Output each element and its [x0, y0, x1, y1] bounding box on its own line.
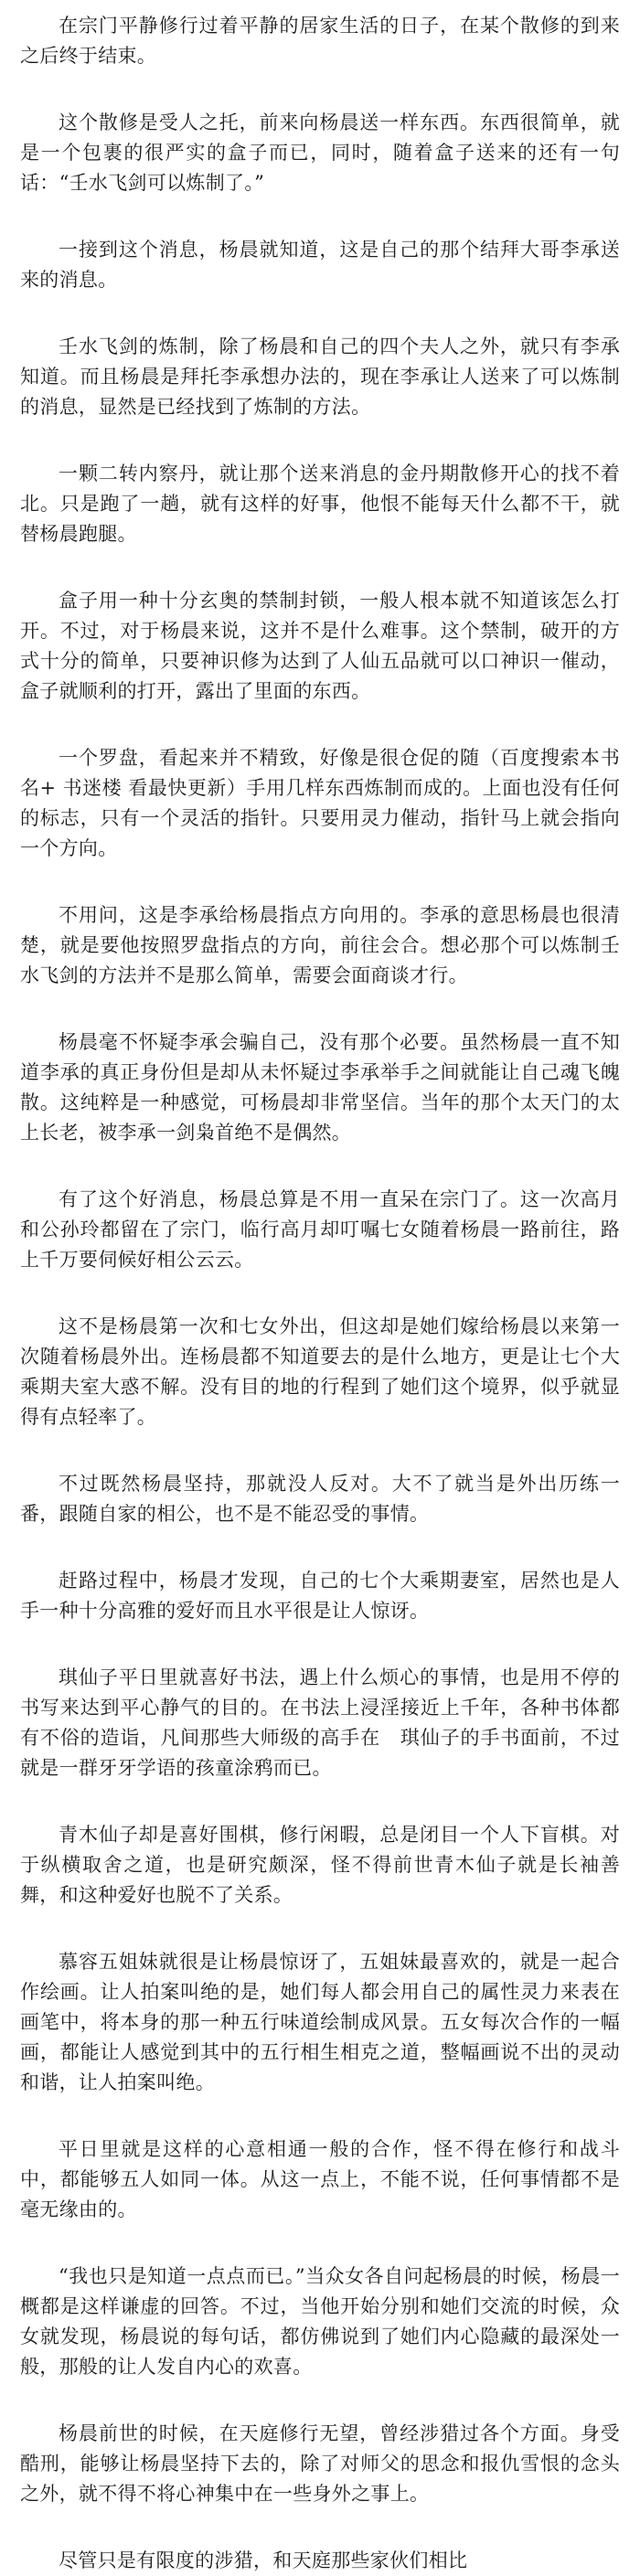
- paragraph: 杨晨毫不怀疑李承会骗自己，没有那个必要。虽然杨晨一直不知道李承的真正身份但是却从未怀疑过李承举手之间就能让自己魂飞魄散。这纯粹是一种感觉，可杨晨却非常坚信。当年的那个太天门的太上长老，被李承一剑枭首绝不是偶然。: [20, 1031, 620, 1144]
- paragraph: 赶路过程中，杨晨才发现，自己的七个大乘期妻室，居然也是人手一种十分高雅的爱好而且水平很是让人惊讶。: [20, 1570, 620, 1622]
- paragraph: 这个散修是受人之托，前来向杨晨送一样东西。东西很简单，就是一个包裹的很严实的盒子而已，同时，随着盒子送来的还有一句话：“壬水飞剑可以炼制了。”: [20, 112, 620, 194]
- paragraph: 平日里就是这样的心意相通一般的合作，怪不得在修行和战斗中，都能够五人如同一体。从这一点上，不能不说，任何事情都不是毫无缘由的。: [20, 2138, 620, 2220]
- paragraph: 壬水飞剑的炼制，除了杨晨和自己的四个夫人之外，就只有李承知道。而且杨晨是拜托李承想办法的，现在李承让人送来了可以炼制的消息，显然是已经找到了炼制的方法。: [20, 335, 620, 418]
- paragraph: “我也只是知道一点点而已。”当众女各自问起杨晨的时候，杨晨一概都是这样谦虚的回答。不过，当他开始分别和她们交流的时候，众女就发现，杨晨说的每句话，都仿佛说到了她们内心隐藏的最深处一般，那般的让人发自内心的欢喜。: [20, 2265, 620, 2378]
- paragraph: 一个罗盘，看起来并不精致，好像是很仓促的随（百度搜索本书名+ 书迷楼 看最快更新）手用几样东西炼制而成的。上面也没有任何的标志，只有一个灵活的指针。只要用灵力催动，指针马上就会指向一个方向。: [20, 747, 620, 859]
- article-body: [20, 11, 620, 2576]
- paragraph: 一颗二转内察丹，就让那个送来消息的金丹期散修开心的找不着北。只是跑了一趟，就有这样的好事，他恨不能每天什么都不干，就替杨晨跑腿。: [20, 463, 620, 545]
- paragraph: 不用问，这是李承给杨晨指点方向用的。李承的意思杨晨也很清楚，就是要他按照罗盘指点的方向，前往会合。想必那个可以炼制壬水飞剑的方法并不是那么简单，需要会面商谈才行。: [20, 904, 620, 986]
- paragraph: 盒子用一种十分玄奥的禁制封锁，一般人根本就不知道该怎么打开。不过，对于杨晨来说，这并不是什么难事。这个禁制，破开的方式十分的简单，只要神识修为达到了人仙五品就可以口神识一催动，盒子就顺利的打开，露出了里面的东西。: [20, 590, 620, 702]
- paragraph: 慕容五姐妹就很是让杨晨惊讶了，五姐妹最喜欢的，就是一起合作绘画。让人拍案叫绝的是，她们每人都会用自己的属性灵力来表在画笔中，将本身的那一种五行味道绘制成风景。五女每次合作的一幅画，都能让人感觉到其中的五行相生相克之道，整幅画说不出的灵动和谐，让人拍案叫绝。: [20, 1951, 620, 2093]
- paragraph: 这不是杨晨第一次和七女外出，但这却是她们嫁给杨晨以来第一次随着杨晨外出。连杨晨都不知道要去的是什么地方，更是让七个大乘期夫室大惑不解。没有目的地的行程到了她们这个境界，似乎就显得有点轻率了。: [20, 1315, 620, 1428]
- paragraph: 尽管只是有限度的涉猎，和天庭那些家伙们相比: [59, 2549, 468, 2571]
- paragraph: 青木仙子却是喜好围棋，修行闲暇，总是闭目一个人下盲棋。对于纵横取舍之道，也是研究颇深，怪不得前世青木仙子就是长袖善舞，和这种爱好也脱不了关系。: [20, 1824, 620, 1906]
- paragraph: 杨晨前世的时候，在天庭修行无望，曾经涉猎过各个方面。身受酷刑，能够让杨晨坚持下去的，除了对师父的思念和报仇雪恨的念头之外，就不得不将心神集中在一些身外之事上。: [20, 2422, 620, 2505]
- paragraph: 一接到这个消息，杨晨就知道，这是自己的那个结拜大哥李承送来的消息。: [20, 239, 620, 291]
- paragraph: 有了这个好消息，杨晨总算是不用一直呆在宗门了。这一次高月和公孙玲都留在了宗门，临行高月却叮嘱七女随着杨晨一路前往，路上千万要伺候好相公云云。: [20, 1188, 620, 1271]
- paragraph: 不过既然杨晨坚持，那就没人反对。大不了就当是外出历练一番，跟随自家的相公，也不是不能忍受的事情。: [20, 1473, 620, 1525]
- paragraph: 琪仙子平日里就喜好书法，遇上什么烦心的事情，也是用不停的书写来达到平心静气的目的。在书法上浸淫接近上千年，各种书体都有不俗的造诣，凡间那些大师级的高手在 琪仙子的手书面前，不过就是一群牙牙学语的孩童涂鸦而已。: [20, 1666, 620, 1779]
- paragraph: 在宗门平静修行过着平静的居家生活的日子，在某个散修的到来之后终于结束。: [20, 15, 620, 67]
